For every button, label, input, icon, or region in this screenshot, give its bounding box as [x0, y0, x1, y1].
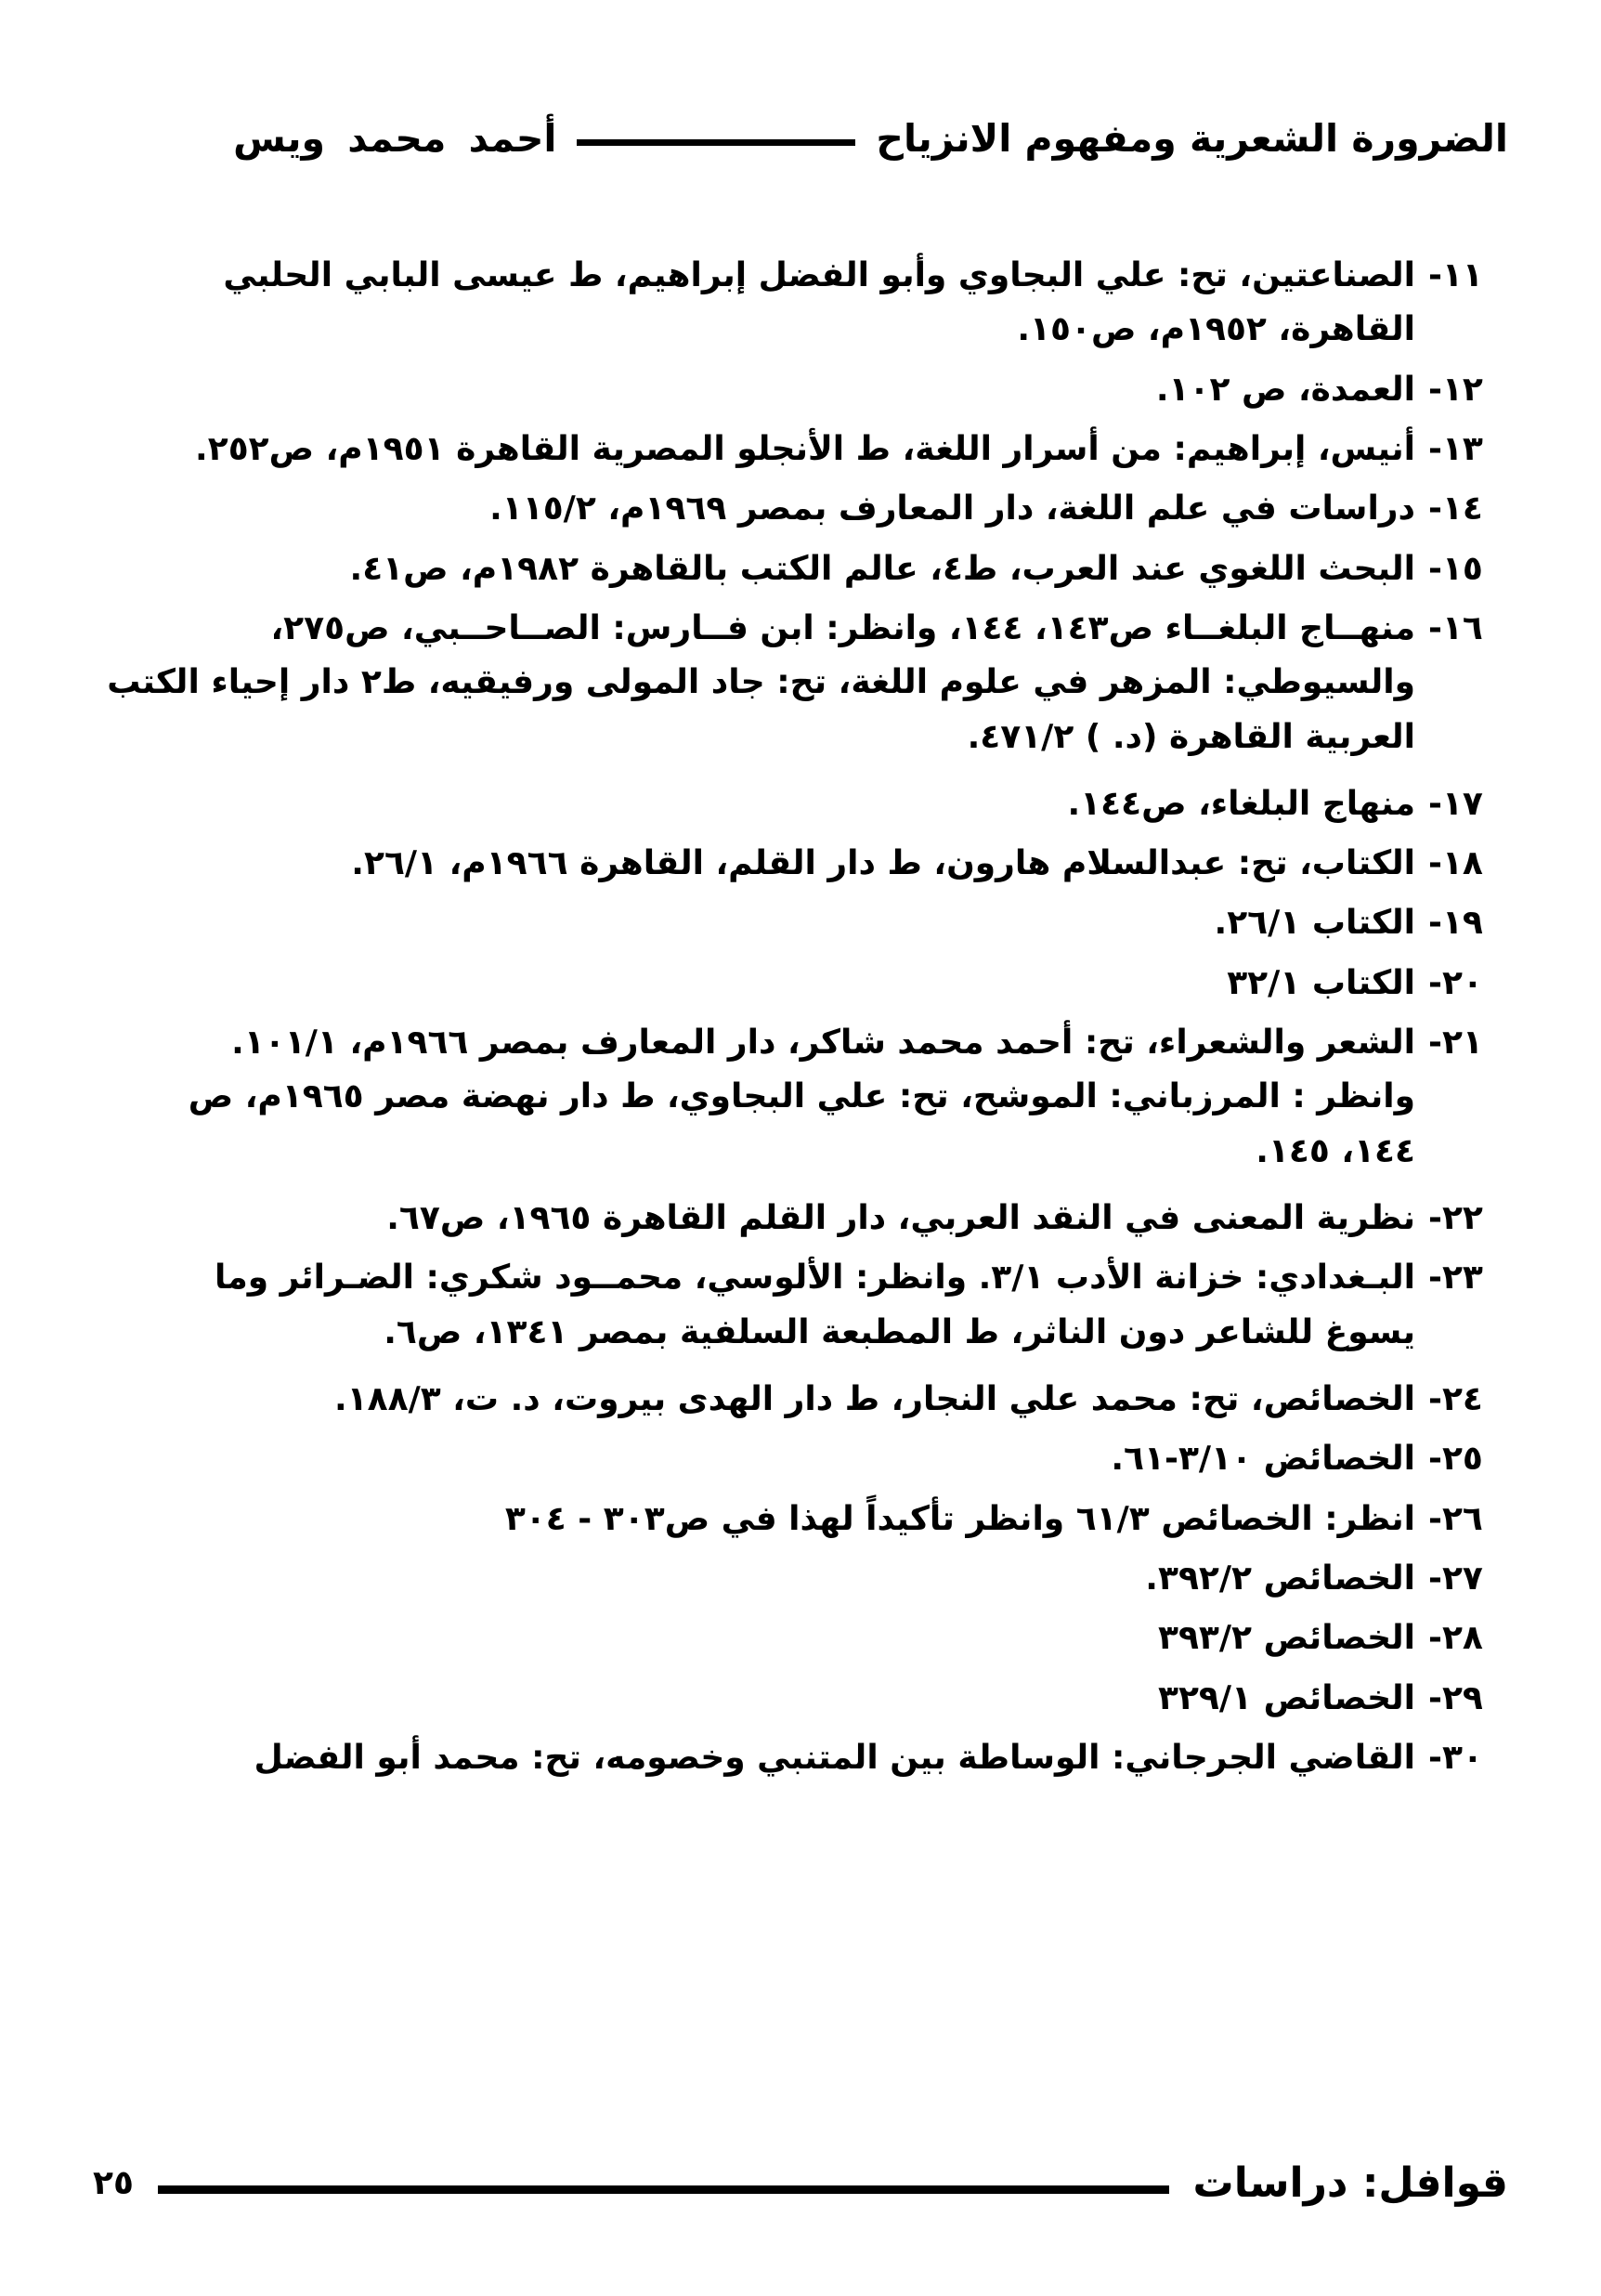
endnote-line-cont: العربية القاهرة (د. ) ٤٧١/٢. [967, 717, 1415, 756]
endnote-line: منهــاج البلغــاء ص١٤٣، ١٤٤، وانظر: ابن فــارس: الصــاحــبي، ص٢٧٥، [270, 608, 1415, 647]
running-head-title: الضرورة الشعرية ومفهوم الانزياح [876, 115, 1508, 161]
endnote-item [97, 837, 1504, 891]
footer-page-number: ٢٥ [93, 2164, 134, 2202]
endnote-number: ٢٧- [1428, 1559, 1483, 1598]
endnote-number: ١٥- [1428, 549, 1483, 588]
endnote-item [97, 249, 1504, 358]
endnote-text: أنيس، إبراهيم: من أسرار اللغة، ط الأنجلو المصرية القاهرة ١٩٥١م، ص٢٥٢. [195, 429, 1415, 468]
endnote-number: ٢٢- [1428, 1199, 1483, 1237]
endnote-text: الكتاب، تح: عبدالسلام هارون، ط دار القلم، القاهرة ١٩٦٦م، ٢٦/١. [351, 844, 1415, 883]
endnote-text: نظرية المعنى في النقد العربي، دار القلم القاهرة ١٩٦٥، ص٦٧. [386, 1199, 1415, 1237]
endnote-number: ١٣- [1428, 429, 1483, 468]
endnote-text: منهاج البلغاء، ص١٤٤. [1067, 784, 1415, 823]
endnote-number: ١٨- [1428, 844, 1483, 883]
endnote-item [97, 1611, 1504, 1665]
endnote-number: ١٧- [1428, 784, 1483, 823]
endnote-text: البحث اللغوي عند العرب، ط٤، عالم الكتب بالقاهرة ١٩٨٢م، ص٤١. [349, 549, 1415, 588]
endnote-item [97, 957, 1504, 1011]
endnote-number: ١٢- [1428, 370, 1483, 409]
running-head-rule [577, 139, 855, 146]
endnote-item [97, 1731, 1504, 1785]
endnote-number: ٢٨- [1428, 1619, 1483, 1658]
endnote-line-cont: والسيوطي: المزهر في علوم اللغة، تح: جاد المولى ورفيقيه، ط٢ دار إحياء الكتب [107, 663, 1415, 702]
endnote-item [97, 1251, 1504, 1360]
endnote-line: الشعر والشعراء، تح: أحمد محمد شاكر، دار المعارف بمصر ١٩٦٦م، ١٠١/١. [231, 1024, 1415, 1063]
endnote-item [97, 423, 1504, 476]
endnote-number: ١٦- [1428, 608, 1483, 647]
endnote-text: دراسات في علم اللغة، دار المعارف بمصر ١٩٦٩م، ١١٥/٢. [489, 489, 1415, 528]
endnote-number: ٢١- [1428, 1024, 1483, 1063]
endnote-text: الخصائص ٣٩٣/٢ [1157, 1619, 1415, 1658]
endnote-text: انظر: الخصائص ٦١/٣ وانظر تأكيداً لهذا في ص٣٠٣ - ٣٠٤ [504, 1499, 1415, 1538]
endnote-text: الكتاب ٣٢/١ [1227, 963, 1415, 1002]
endnote-line: الصناعتين، تح: علي البجاوي وأبو الفضل إبراهيم، ط عيسى البابي الحلبي [223, 256, 1415, 294]
endnote-item [97, 1672, 1504, 1726]
endnote-item [97, 542, 1504, 596]
endnote-item [97, 602, 1504, 764]
endnote-text: الخصائص، تح: محمد علي النجار، ط دار الهدى بيروت، د. ت، ١٨٨/٣. [333, 1379, 1415, 1418]
endnote-item [97, 482, 1504, 536]
running-head-author: أحمد محمد ويس [233, 115, 557, 161]
endnote-text: الكتاب ٢٦/١. [1214, 904, 1415, 943]
endnote-line-cont: القاهرة، ١٩٥٢م، ص١٥٠. [1017, 310, 1415, 349]
endnote-number: ١١- [1428, 256, 1483, 294]
footer-rule [158, 2185, 1169, 2194]
endnote-item [97, 1373, 1504, 1427]
endnote-line-cont: ١٤٤، ١٤٥. [1256, 1131, 1415, 1170]
endnote-text [97, 602, 1415, 764]
endnote-text [97, 1016, 1415, 1179]
endnote-number: ٢٩- [1428, 1678, 1483, 1717]
endnote-text [97, 249, 1415, 358]
endnote-number: ٢٦- [1428, 1499, 1483, 1538]
endnote-text: القاضي الجرجاني: الوساطة بين المتنبي وخصومه، تح: محمد أبو الفضل [254, 1738, 1415, 1777]
endnote-number: ٣٠- [1428, 1738, 1483, 1777]
endnote-text: الخصائض ٣/١٠-٦١. [1111, 1440, 1415, 1479]
endnote-item [97, 1192, 1504, 1246]
endnote-text: العمدة، ص ١٠٢. [1155, 370, 1415, 409]
endnote-item [97, 1432, 1504, 1486]
endnote-number: ١٤- [1428, 489, 1483, 528]
endnote-number: ١٩- [1428, 904, 1483, 943]
endnote-text [97, 1251, 1415, 1360]
endnotes-list [97, 249, 1504, 1791]
endnote-item [97, 363, 1504, 417]
endnote-item [97, 1552, 1504, 1606]
page-footer [93, 2151, 1508, 2216]
endnote-number: ٢٣- [1428, 1259, 1483, 1298]
endnote-item [97, 777, 1504, 831]
running-head [93, 110, 1508, 167]
endnote-number: ٢٥- [1428, 1440, 1483, 1479]
endnote-text: الخصائص ٣٢٩/١ [1157, 1678, 1415, 1717]
endnote-text: الخصائص ٣٩٢/٢. [1145, 1559, 1415, 1598]
endnote-item [97, 1016, 1504, 1179]
endnote-line-cont: يسوغ للشاعر دون الناثر، ط المطبعة السلفية بمصر ١٣٤١، ص٦. [384, 1312, 1415, 1351]
endnote-line-cont: وانظر : المرزباني: الموشح، تح: علي البجاوي، ط دار نهضة مصر ١٩٦٥م، ص [188, 1077, 1415, 1116]
endnote-line: البـغدادي: خزانة الأدب ٣/١. وانظر: الألوسي، محمــود شكري: الضـرائر وما [214, 1259, 1415, 1298]
endnote-item [97, 1493, 1504, 1546]
endnote-number: ٢٤- [1428, 1379, 1483, 1418]
endnote-item [97, 896, 1504, 950]
endnote-number: ٢٠- [1428, 963, 1483, 1002]
footer-series-label: قوافل: دراسات [1192, 2159, 1508, 2207]
